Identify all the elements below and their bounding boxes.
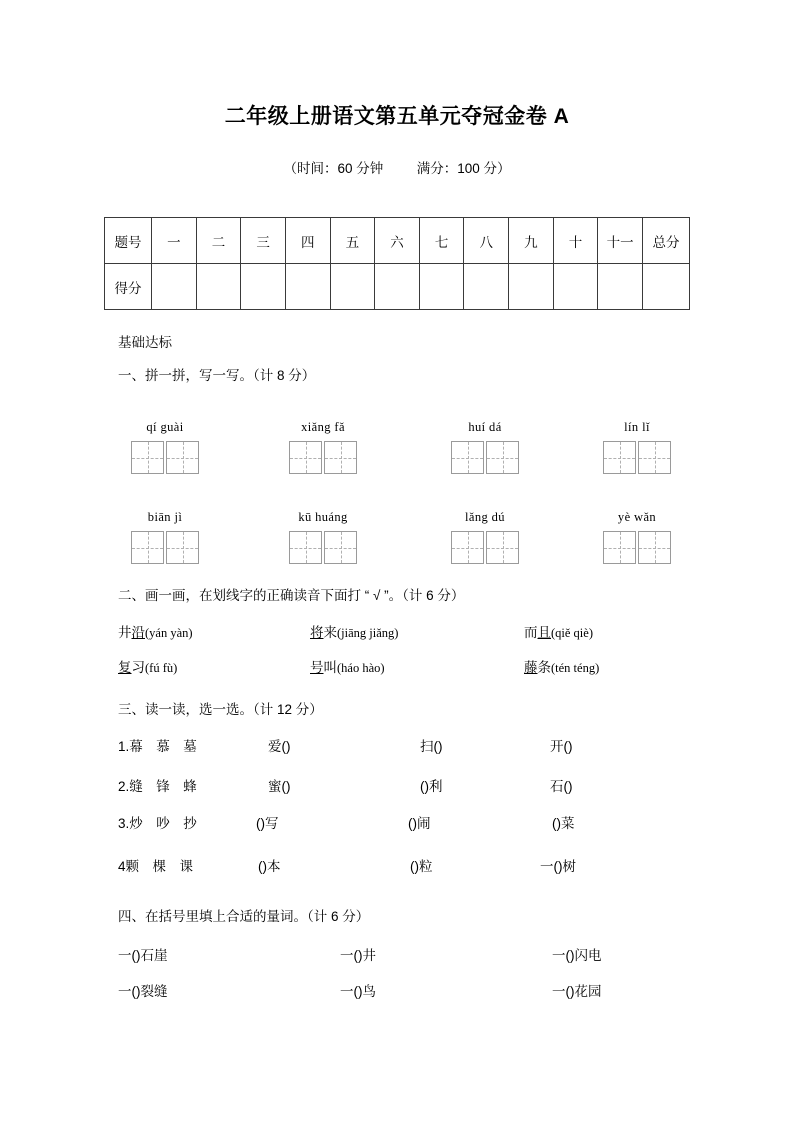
blank-after: )树	[558, 859, 576, 874]
word-prefix: 井	[118, 625, 132, 640]
reading-item-6[interactable]	[524, 656, 599, 676]
tianzige-row	[278, 531, 368, 564]
pinyin-item-5	[120, 510, 210, 564]
score-cell-11[interactable]	[598, 264, 643, 310]
word-suffix: 习	[131, 660, 145, 675]
choice-blank-4-2[interactable]	[410, 855, 433, 875]
measure-word-blank-3[interactable]	[552, 944, 602, 964]
blank-after: )闹	[412, 816, 431, 831]
row-characters: 炒 吵 抄	[129, 816, 197, 831]
pinyin-choices: (tén téng)	[551, 661, 600, 675]
score-table-col-4: 四	[285, 218, 330, 264]
score-cell-2[interactable]	[196, 264, 241, 310]
pinyin-item-6	[278, 510, 368, 564]
blank-after: )井	[358, 948, 376, 963]
blank-before: (	[410, 859, 415, 874]
part-heading: 基础达标	[118, 335, 172, 350]
blank-before: 蜜(	[268, 779, 286, 794]
measure-word-blank-4[interactable]	[118, 980, 168, 1000]
pinyin-choices: (yán yàn)	[145, 626, 193, 640]
word-suffix: 条	[537, 660, 551, 675]
blank-after: )	[438, 739, 443, 754]
choice-row-1	[118, 735, 197, 755]
choice-blank-3-2[interactable]	[408, 812, 431, 832]
word-underlined: 将	[310, 625, 324, 640]
word-suffix: 叫	[323, 660, 337, 675]
pinyin-choices: (jiāng jiǎng)	[337, 626, 399, 640]
blank-after: )写	[260, 816, 279, 831]
tianzige-row	[440, 531, 530, 564]
blank-before: 扫(	[420, 739, 438, 754]
word-suffix: 来	[323, 625, 337, 640]
tianzige-box[interactable]	[638, 531, 671, 564]
tianzige-box[interactable]	[451, 441, 484, 474]
blank-after: )石崖	[136, 948, 168, 963]
score-table-col-8: 八	[464, 218, 509, 264]
score-table-col-1: 一	[152, 218, 197, 264]
blank-after: )闪电	[570, 948, 602, 963]
score-table-col-10: 十	[553, 218, 598, 264]
blank-before: 开(	[550, 739, 568, 754]
score-table-col-3: 三	[241, 218, 286, 264]
blank-after: )	[286, 779, 291, 794]
choice-blank-2-2[interactable]	[420, 775, 443, 795]
score-cell-3[interactable]	[241, 264, 286, 310]
tianzige-box[interactable]	[451, 531, 484, 564]
tianzige-box[interactable]	[324, 441, 357, 474]
word-prefix: 而	[524, 625, 538, 640]
pinyin-item-1	[120, 420, 210, 474]
score-cell-10[interactable]	[553, 264, 598, 310]
pinyin-label: qí guài	[146, 420, 184, 434]
pinyin-item-8	[592, 510, 682, 564]
blank-before: 一(	[340, 984, 358, 999]
score-cell-8[interactable]	[464, 264, 509, 310]
blank-before: 爱(	[268, 739, 286, 754]
tianzige-row	[278, 441, 368, 474]
section-2-heading: 二、画一画，在划线字的正确读音下面打 “ √ ”。（计 6 分）	[118, 588, 465, 603]
choice-row-2	[118, 775, 197, 795]
blank-after: )	[568, 739, 573, 754]
tianzige-box[interactable]	[603, 441, 636, 474]
choice-blank-3-3[interactable]	[552, 812, 575, 832]
exam-duration: （时间：60 分钟	[283, 161, 384, 176]
blank-before: (	[408, 816, 413, 831]
pinyin-choices: (háo hào)	[337, 661, 385, 675]
score-table-col-2: 二	[196, 218, 241, 264]
row-number: 4	[118, 859, 126, 874]
blank-after: )鸟	[358, 984, 376, 999]
choice-blank-4-1[interactable]	[258, 855, 281, 875]
exam-total-score: 满分：100 分）	[416, 161, 511, 176]
blank-before: 石(	[550, 779, 568, 794]
blank-before: 一(	[118, 948, 136, 963]
row-number: 1.	[118, 739, 130, 754]
score-table-row-label: 题号	[105, 218, 152, 264]
choice-blank-1-2[interactable]	[420, 735, 443, 755]
measure-word-blank-5[interactable]	[340, 980, 376, 1000]
score-table-col-total: 总分	[643, 218, 690, 264]
pinyin-label: yè wǎn	[617, 510, 657, 524]
score-table-col-5: 五	[330, 218, 375, 264]
blank-after: )本	[262, 859, 281, 874]
choice-row-3	[118, 812, 197, 832]
choice-blank-1-1[interactable]	[268, 735, 291, 755]
choice-blank-2-1[interactable]	[268, 775, 291, 795]
score-table-header-row	[105, 218, 690, 264]
tianzige-row	[440, 441, 530, 474]
word-underlined: 且	[537, 625, 551, 640]
section-1-heading: 一、拼一拼，写一写。（计 8 分）	[118, 368, 316, 383]
pinyin-item-2	[278, 420, 368, 474]
score-cell-5[interactable]	[330, 264, 375, 310]
pinyin-label: huí dá	[468, 420, 502, 434]
pinyin-item-4	[592, 420, 682, 474]
pinyin-label: biān jì	[147, 510, 183, 524]
pinyin-choices: (fú fù)	[145, 661, 178, 675]
tianzige-row	[120, 531, 210, 564]
blank-after: )裂缝	[136, 984, 168, 999]
score-cell-7[interactable]	[419, 264, 464, 310]
tianzige-box[interactable]	[131, 441, 164, 474]
blank-before: (	[552, 816, 557, 831]
page-title: 二年级上册语文第五单元夺冠金卷 A	[224, 105, 570, 128]
score-cell-6[interactable]	[375, 264, 420, 310]
score-cell-1[interactable]	[152, 264, 197, 310]
score-table-col-11: 十一	[598, 218, 643, 264]
tianzige-box[interactable]	[289, 531, 322, 564]
tianzige-box[interactable]	[166, 441, 199, 474]
score-cell-9[interactable]	[509, 264, 554, 310]
score-table-col-6: 六	[375, 218, 420, 264]
measure-word-blank-6[interactable]	[552, 980, 602, 1000]
measure-word-blank-1[interactable]	[118, 944, 168, 964]
score-table-row-label-score: 得分	[105, 264, 152, 310]
score-cell-total[interactable]	[643, 264, 690, 310]
pinyin-label: lǎng dú	[465, 510, 505, 524]
score-table-col-7: 七	[419, 218, 464, 264]
blank-after: )菜	[556, 816, 575, 831]
choice-blank-4-3[interactable]	[540, 855, 576, 875]
section-4-heading: 四、在括号里填上合适的量词。（计 6 分）	[118, 909, 370, 924]
blank-before: (	[258, 859, 263, 874]
word-underlined: 复	[118, 660, 132, 675]
tianzige-box[interactable]	[289, 441, 322, 474]
tianzige-box[interactable]	[324, 531, 357, 564]
row-characters: 幕 慕 墓	[129, 739, 197, 754]
pinyin-label: lín lǐ	[624, 420, 650, 434]
tianzige-row	[592, 441, 682, 474]
blank-after: )	[568, 779, 573, 794]
score-table-col-9: 九	[509, 218, 554, 264]
choice-blank-3-1[interactable]	[256, 812, 279, 832]
pinyin-label: kū huáng	[298, 510, 348, 524]
blank-after: )粒	[414, 859, 433, 874]
reading-item-1[interactable]	[118, 621, 193, 641]
pinyin-item-7	[440, 510, 530, 564]
reading-item-3[interactable]	[524, 621, 593, 641]
pinyin-item-3	[440, 420, 530, 474]
score-cell-4[interactable]	[285, 264, 330, 310]
tianzige-box[interactable]	[638, 441, 671, 474]
blank-before: 一(	[340, 948, 358, 963]
word-underlined: 沿	[131, 625, 145, 640]
pinyin-label: xiǎng fǎ	[301, 420, 345, 434]
row-number: 2.	[118, 779, 130, 794]
row-number: 3.	[118, 816, 130, 831]
row-characters: 缝 锋 蜂	[129, 779, 197, 794]
choice-blank-1-3[interactable]	[550, 735, 573, 755]
choice-row-4	[118, 855, 193, 875]
blank-after: )利	[424, 779, 443, 794]
blank-before: 一(	[552, 948, 570, 963]
blank-before: 一(	[118, 984, 136, 999]
blank-before: 一(	[540, 859, 558, 874]
blank-before: (	[420, 779, 425, 794]
exam-meta	[0, 157, 794, 177]
tianzige-box[interactable]	[486, 531, 519, 564]
reading-item-2[interactable]	[310, 621, 398, 641]
tianzige-row	[592, 531, 682, 564]
tianzige-box[interactable]	[486, 441, 519, 474]
word-underlined: 号	[310, 660, 324, 675]
pinyin-choices: (qiě qiè)	[551, 626, 593, 640]
tianzige-row	[120, 441, 210, 474]
tianzige-box[interactable]	[131, 531, 164, 564]
tianzige-box[interactable]	[166, 531, 199, 564]
blank-before: 一(	[552, 984, 570, 999]
blank-before: (	[256, 816, 261, 831]
blank-after: )	[286, 739, 291, 754]
blank-after: )花园	[570, 984, 602, 999]
reading-item-4[interactable]	[118, 656, 177, 676]
score-table	[104, 217, 690, 310]
section-3-heading: 三、读一读，选一选。（计 12 分）	[118, 702, 323, 717]
word-underlined: 藤	[524, 660, 538, 675]
measure-word-blank-2[interactable]	[340, 944, 376, 964]
reading-item-5[interactable]	[310, 656, 385, 676]
tianzige-box[interactable]	[603, 531, 636, 564]
row-characters: 颗 棵 课	[125, 859, 194, 874]
choice-blank-2-3[interactable]	[550, 775, 573, 795]
score-table-score-row	[105, 264, 690, 310]
